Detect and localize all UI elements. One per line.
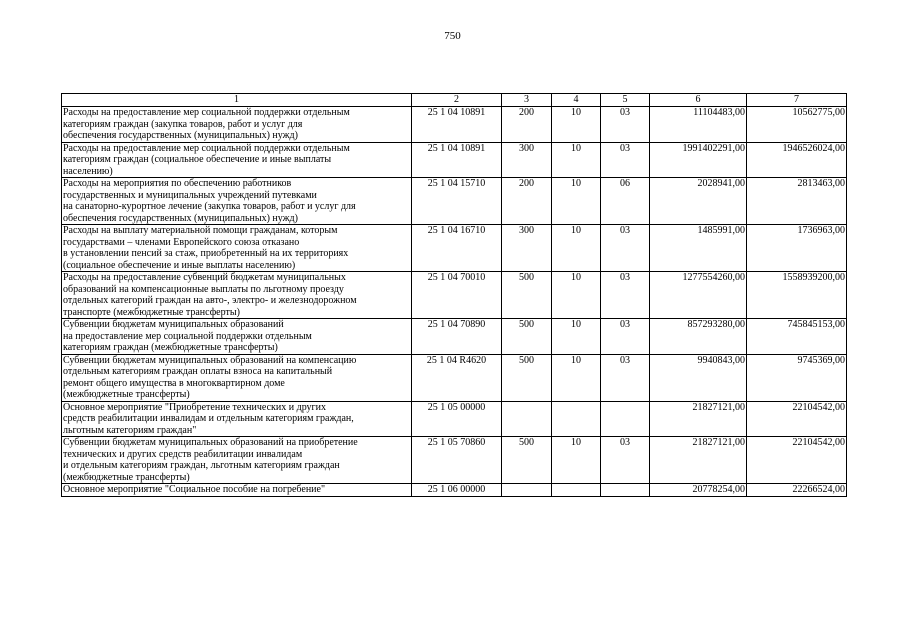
- amount-col6-cell: 1277554260,00: [650, 272, 747, 319]
- expense-name-line: Субвенции бюджетам муниципальных образований: [63, 319, 284, 330]
- expense-type-cell: 500: [502, 437, 552, 484]
- expense-name-line: отдельным категориям граждан оплаты взноса на капитальный: [63, 366, 333, 377]
- expense-type-cell: 500: [502, 272, 552, 319]
- expense-name-line: обеспечения государственных (муниципальных) нужд): [63, 130, 298, 141]
- expense-name-line: категориям граждан (социальное обеспечение и иные выплаты: [63, 154, 332, 165]
- table-row: [62, 437, 847, 484]
- table-body: [62, 107, 847, 497]
- section-cell: [552, 401, 601, 437]
- section-cell: [552, 484, 601, 497]
- amount-col6-cell: 20778254,00: [650, 484, 747, 497]
- expense-name-cell: [62, 107, 412, 143]
- table-row: [62, 354, 847, 401]
- table-row: [62, 225, 847, 272]
- expense-type-cell: [502, 401, 552, 437]
- amount-col6-cell: 21827121,00: [650, 401, 747, 437]
- expense-name-line: технических и других средств реабилитации инвалидам: [63, 448, 303, 460]
- header-cell-4: 4: [552, 94, 601, 107]
- expense-type-cell: 200: [502, 107, 552, 143]
- expense-name-cell: [62, 178, 412, 225]
- header-cell-7: 7: [747, 94, 847, 107]
- subsection-cell: 03: [601, 272, 650, 319]
- table-row: [62, 107, 847, 143]
- expense-name-line: в установлении пенсий за стаж, приобретенный на их территориях: [63, 248, 349, 259]
- table-row: [62, 401, 847, 437]
- table-row: [62, 142, 847, 178]
- expense-name-line: льготным категориям граждан": [63, 424, 197, 436]
- expense-name-line: на санаторно-курортное лечение (закупка товаров, работ и услуг для: [63, 201, 356, 212]
- subsection-cell: 03: [601, 354, 650, 401]
- expense-name-cell: [62, 354, 412, 401]
- amount-col6-cell: 11104483,00: [650, 107, 747, 143]
- expense-name-line: Основное мероприятие "Социальное пособие на погребение": [63, 484, 326, 495]
- expense-name-cell: [62, 437, 412, 484]
- expense-name-line: Расходы на предоставление мер социальной поддержки отдельным: [63, 107, 350, 118]
- expense-name-line: государственных и муниципальных учреждений путевками: [63, 189, 317, 201]
- amount-col7-cell: 9745369,00: [747, 354, 847, 401]
- expense-name-line: Субвенции бюджетам муниципальных образований на компенсацию: [63, 354, 357, 366]
- subsection-cell: 06: [601, 178, 650, 225]
- amount-col7-cell: 745845153,00: [747, 319, 847, 355]
- budget-code-cell: 25 1 04 15710: [412, 178, 502, 225]
- expense-name-cell: [62, 272, 412, 319]
- expense-name-line: Основное мероприятие "Приобретение технических и других: [63, 401, 327, 413]
- amount-col7-cell: 22104542,00: [747, 437, 847, 484]
- expense-name-line: Расходы на предоставление мер социальной поддержки отдельным: [63, 142, 350, 154]
- budget-code-cell: 25 1 04 10891: [412, 142, 502, 178]
- amount-col7-cell: 2813463,00: [747, 178, 847, 225]
- budget-code-cell: 25 1 04 70890: [412, 319, 502, 355]
- expense-type-cell: [502, 484, 552, 497]
- expense-name-cell: [62, 484, 412, 497]
- subsection-cell: 03: [601, 437, 650, 484]
- expense-name-line: на предоставление мер социальной поддержки отдельным: [63, 330, 312, 342]
- expense-name-line: Расходы на предоставление субвенций бюджетам муниципальных: [63, 272, 346, 283]
- header-cell-2: 2: [412, 94, 502, 107]
- amount-col7-cell: 1558939200,00: [747, 272, 847, 319]
- subsection-cell: 03: [601, 319, 650, 355]
- header-cell-3: 3: [502, 94, 552, 107]
- expense-name-line: населению): [63, 165, 113, 177]
- expense-name-line: Расходы на выплату материальной помощи гражданам, которым: [63, 225, 338, 236]
- amount-col7-cell: 22104542,00: [747, 401, 847, 437]
- expense-name-cell: [62, 319, 412, 355]
- table-row: [62, 484, 847, 497]
- expense-name-line: (межбюджетные трансферты): [63, 389, 190, 400]
- amount-col6-cell: 21827121,00: [650, 437, 747, 484]
- expense-name-cell: [62, 401, 412, 437]
- subsection-cell: 03: [601, 225, 650, 272]
- section-cell: 10: [552, 272, 601, 319]
- expense-type-cell: 300: [502, 142, 552, 178]
- expense-name-line: категориям граждан (закупка товаров, работ и услуг для: [63, 118, 303, 130]
- table-row: [62, 178, 847, 225]
- expense-name-line: обеспечения государственных (муниципальных) нужд): [63, 212, 298, 224]
- budget-code-cell: 25 1 05 00000: [412, 401, 502, 437]
- header-cell-6: 6: [650, 94, 747, 107]
- expense-name-line: Расходы на мероприятия по обеспечению работников: [63, 178, 292, 189]
- expense-type-cell: 200: [502, 178, 552, 225]
- expense-name-line: ремонт общего имущества в многоквартирном доме: [63, 377, 285, 389]
- expense-name-line: категориям граждан (межбюджетные трансферты): [63, 342, 278, 353]
- subsection-cell: 03: [601, 107, 650, 143]
- amount-col7-cell: 22266524,00: [747, 484, 847, 497]
- budget-code-cell: 25 1 04 R4620: [412, 354, 502, 401]
- section-cell: 10: [552, 178, 601, 225]
- expense-name-line: отдельных категорий граждан на авто-, электро- и железнодорожном: [63, 295, 357, 306]
- amount-col7-cell: 10562775,00: [747, 107, 847, 143]
- table-row: [62, 272, 847, 319]
- expense-name-cell: [62, 225, 412, 272]
- amount-col6-cell: 9940843,00: [650, 354, 747, 401]
- amount-col6-cell: 1485991,00: [650, 225, 747, 272]
- budget-code-cell: 25 1 05 70860: [412, 437, 502, 484]
- section-cell: 10: [552, 107, 601, 143]
- section-cell: 10: [552, 142, 601, 178]
- header-cell-1: 1: [62, 94, 412, 107]
- expense-type-cell: 500: [502, 354, 552, 401]
- expense-type-cell: 500: [502, 319, 552, 355]
- header-cell-5: 5: [601, 94, 650, 107]
- expense-name-cell: [62, 142, 412, 178]
- budget-code-cell: 25 1 04 16710: [412, 225, 502, 272]
- section-cell: 10: [552, 319, 601, 355]
- budget-table: [61, 93, 847, 497]
- amount-col7-cell: 1946526024,00: [747, 142, 847, 178]
- budget-code-cell: 25 1 04 70010: [412, 272, 502, 319]
- subsection-cell: [601, 401, 650, 437]
- section-cell: 10: [552, 354, 601, 401]
- expense-name-line: (социальное обеспечение и иные выплаты населению): [63, 259, 296, 271]
- page-number: 750: [444, 30, 461, 42]
- expense-type-cell: 300: [502, 225, 552, 272]
- expense-name-line: образований на компенсационные выплаты по льготному проезду: [63, 283, 344, 295]
- amount-col6-cell: 1991402291,00: [650, 142, 747, 178]
- expense-name-line: Субвенции бюджетам муниципальных образований на приобретение: [63, 437, 358, 448]
- budget-code-cell: 25 1 04 10891: [412, 107, 502, 143]
- expense-name-line: транспорте (межбюджетные трансферты): [63, 306, 240, 318]
- amount-col7-cell: 1736963,00: [747, 225, 847, 272]
- budget-code-cell: 25 1 06 00000: [412, 484, 502, 497]
- section-cell: 10: [552, 437, 601, 484]
- expense-name-line: и отдельным категориям граждан, льготным категориям граждан: [63, 460, 340, 471]
- expense-name-line: средств реабилитации инвалидам и отдельным категориям граждан,: [63, 413, 354, 424]
- section-cell: 10: [552, 225, 601, 272]
- subsection-cell: [601, 484, 650, 497]
- subsection-cell: 03: [601, 142, 650, 178]
- amount-col6-cell: 2028941,00: [650, 178, 747, 225]
- expense-name-line: (межбюджетные трансферты): [63, 471, 190, 483]
- expense-name-line: государствами – членами Европейского союза отказано: [63, 236, 300, 248]
- table-header-row: [62, 94, 847, 107]
- table-row: [62, 319, 847, 355]
- amount-col6-cell: 857293280,00: [650, 319, 747, 355]
